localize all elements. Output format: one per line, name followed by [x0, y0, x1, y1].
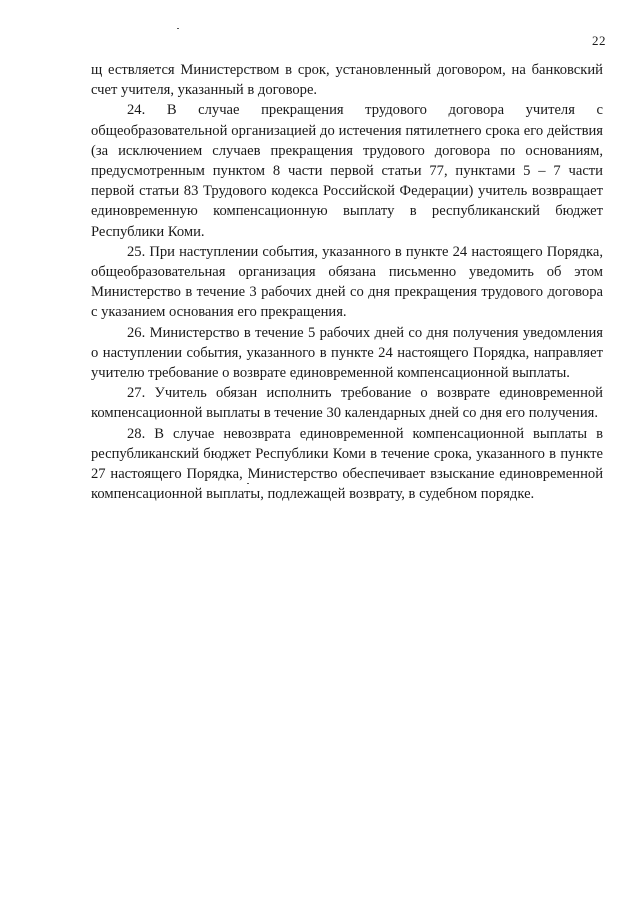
- paragraph-26: 26. Министерство в течение 5 рабочих дней со дня получения уведомления о наступлении события, указанного в пункте 24 настоящего Порядка, направляет учителю требование о возврате единовременной компенсационной выплаты.: [91, 324, 603, 382]
- paragraph-28: 28. В случае невозврата единовременной компенсационной выплаты в республиканский бюджет Республики Коми в течение срока, указанного в пункте 27 настоящего Порядка, Министерство обеспечивает взыскание единовременной компенсационной выплаты, подлежащей возврату, в судебном порядке.: [91, 425, 603, 503]
- paragraph-continuation: щ ествляется Министерством в срок, установленный договором, на банковский счет учителя, указанный в договоре.: [91, 62, 603, 99]
- paragraph-27: 27. Учитель обязан исполнить требование о возврате единовременной компенсационной выплаты в течение 30 календарных дней со дня его получения.: [91, 385, 603, 422]
- scan-speck: [177, 28, 179, 29]
- paragraph-25: 25. При наступлении события, указанного в пункте 24 настоящего Порядка, общеобразовательная организация обязана письменно уведомить об этом Министерство в течение 3 рабочих дней со дня прекращения трудового договора с указанием основания его прекращения.: [91, 243, 603, 321]
- document-body: [91, 60, 603, 504]
- page-number: 22: [592, 33, 606, 48]
- paragraph-24: 24. В случае прекращения трудового договора учителя с общеобразовательной организацией до истечения пятилетнего срока его действия (за исключением случаев прекращения трудового договора по основаниям, предусмотренным пунктом 8 части первой статьи 77, пунктами 5 – 7 части первой статьи 83 Трудового кодекса Российской Федерации) учитель возвращает единовременную компенсационную выплату в республиканский бюджет Республики Коми.: [91, 102, 603, 240]
